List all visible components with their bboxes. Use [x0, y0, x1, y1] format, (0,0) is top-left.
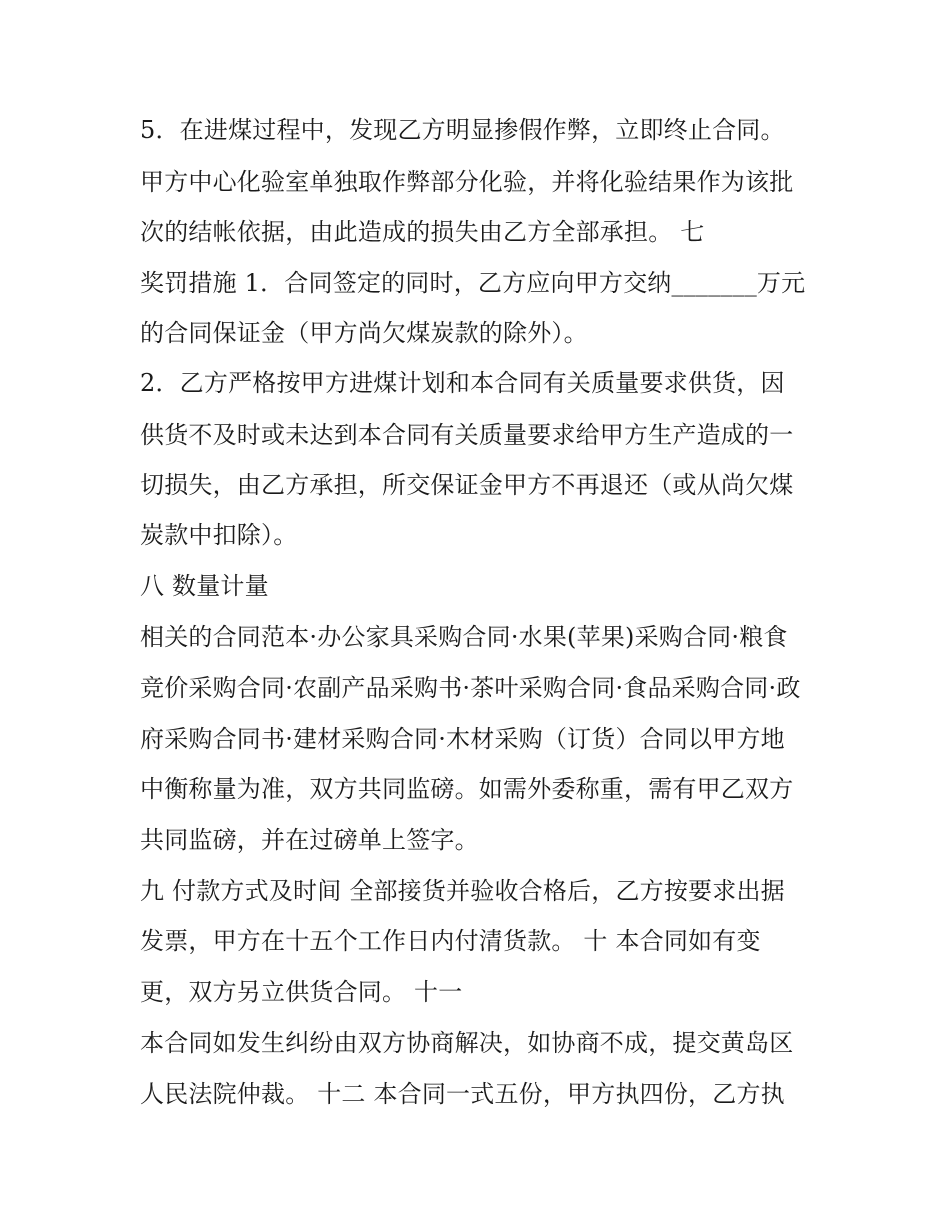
text-line: 竞价采购合同·农副产品采购书·茶叶采购合同·食品采购合同·政	[140, 674, 801, 702]
text-line: 供货不及时或未达到本合同有关质量要求给甲方生产造成的一	[140, 421, 794, 449]
text-line: 5．在进煤过程中，发现乙方明显掺假作弊，立即终止合同。	[140, 116, 785, 144]
text-line: 本合同如发生纠纷由双方协商解决，如协商不成，提交黄岛区	[140, 1029, 794, 1057]
text-line: 更，双方另立供货合同。 十一	[140, 978, 463, 1006]
text-line: 发票，甲方在十五个工作日内付清货款。 十 本合同如有变	[140, 927, 761, 955]
text-line: 九 付款方式及时间 全部接货并验收合格后，乙方按要求出据	[140, 877, 785, 905]
text-line: 中衡称量为准，双方共同监磅。如需外委称重，需有甲乙双方	[140, 775, 794, 803]
text-line: 切损失，由乙方承担，所交保证金甲方不再退还（或从尚欠煤	[140, 471, 794, 499]
section-heading: 八 数量计量	[140, 572, 269, 600]
text-line: 奖罚措施 1．合同签定的同时，乙方应向甲方交纳_______万元	[140, 269, 806, 297]
text-line: 2．乙方严格按甲方进煤计划和本合同有关质量要求供货，因	[140, 369, 785, 397]
text-line: 人民法院仲裁。 十二 本合同一式五份，甲方执四份，乙方执	[140, 1080, 785, 1108]
text-line: 次的结帐依据，由此造成的损失由乙方全部承担。 七	[140, 218, 705, 246]
text-line: 炭款中扣除）。	[140, 521, 298, 549]
text-line: 的合同保证金（甲方尚欠煤炭款的除外）。	[140, 319, 588, 347]
text-line: 共同监磅，并在过磅单上签字。	[140, 826, 479, 854]
text-line: 相关的合同范本·办公家具采购合同·水果(苹果)采购合同·粮食	[140, 623, 788, 651]
text-line: 府采购合同书·建材采购合同·木材采购（订货）合同以甲方地	[140, 725, 785, 753]
text-line: 甲方中心化验室单独取作弊部分化验，并将化验结果作为该批	[140, 168, 794, 196]
